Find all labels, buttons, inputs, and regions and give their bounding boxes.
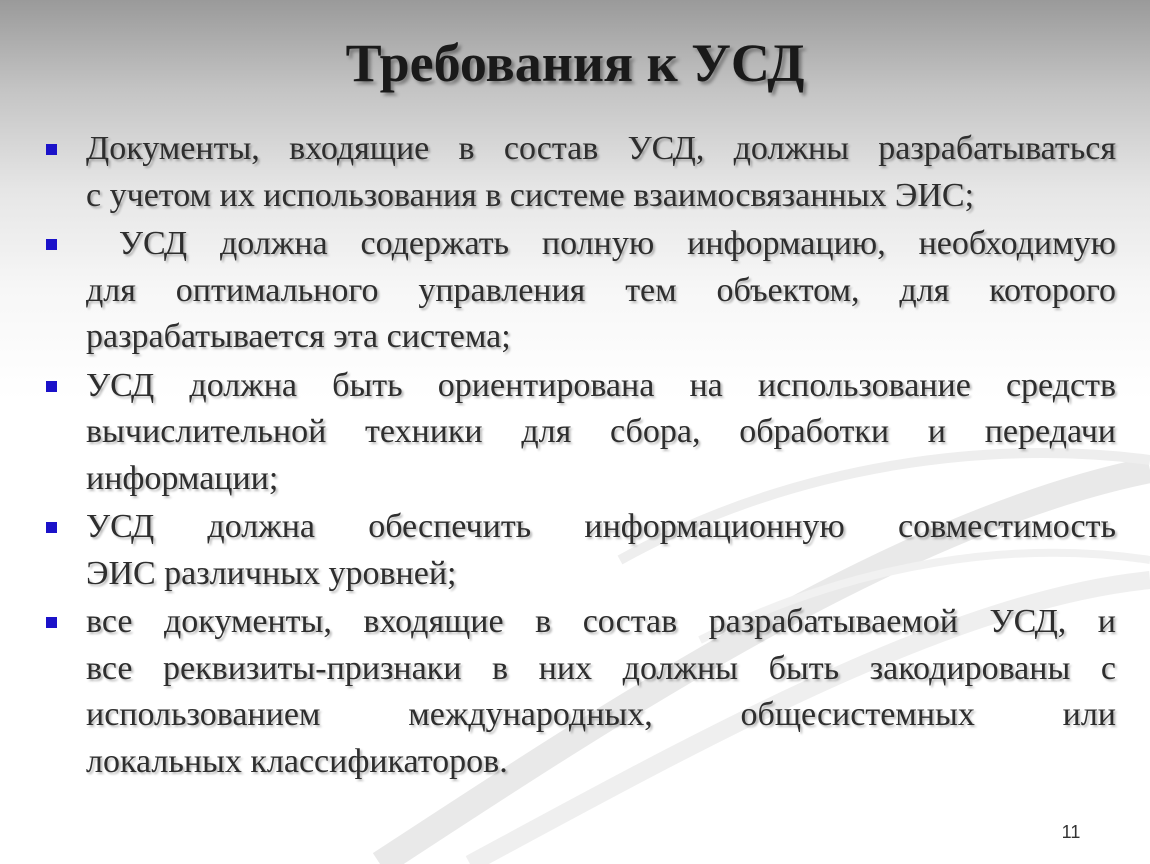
square-bullet-icon bbox=[46, 381, 57, 392]
bullet-line: все реквизиты-признаки в них должны быть закодированы с bbox=[86, 649, 1116, 687]
bullet-line: информации; bbox=[86, 459, 279, 497]
square-bullet-icon bbox=[46, 617, 57, 628]
bullet-item-1 bbox=[46, 126, 1116, 219]
square-bullet-icon bbox=[46, 239, 57, 250]
bullet-line: ЭИС различных уровней; bbox=[86, 554, 457, 592]
square-bullet-icon bbox=[46, 522, 57, 533]
bullet-line: УСД должна содержать полную информацию, необходимую bbox=[86, 225, 1116, 262]
bullet-line: для оптимального управления тем объектом, для которого bbox=[86, 271, 1116, 309]
bullet-item-2 bbox=[46, 221, 1116, 361]
bullet-item-4 bbox=[46, 504, 1116, 597]
square-bullet-icon bbox=[46, 144, 57, 155]
bullet-item-5 bbox=[46, 599, 1116, 785]
bullet-line: разрабатывается эта система; bbox=[86, 318, 511, 355]
bullet-list bbox=[46, 126, 1116, 787]
bullet-line: УСД должна быть ориентирована на использование средств bbox=[86, 366, 1116, 404]
bullet-line: вычислительной техники для сбора, обработки и передачи bbox=[86, 413, 1116, 450]
page-number: 11 bbox=[1061, 822, 1081, 842]
bullet-line: с учетом их использования в системе взаимосвязанных ЭИС; bbox=[86, 176, 975, 214]
bullet-item-3 bbox=[46, 363, 1116, 503]
bullet-line: использованием международных, общесистемных или bbox=[86, 696, 1116, 733]
bullet-line: локальных классификаторов. bbox=[86, 742, 508, 780]
bullet-line: все документы, входящие в состав разрабатываемой УСД, и bbox=[86, 603, 1116, 640]
slide-title: Требования к УСД bbox=[345, 33, 805, 93]
bullet-line: УСД должна обеспечить информационную совместимость bbox=[86, 508, 1116, 545]
bullet-line: Документы, входящие в состав УСД, должны разрабатываться bbox=[86, 130, 1116, 167]
